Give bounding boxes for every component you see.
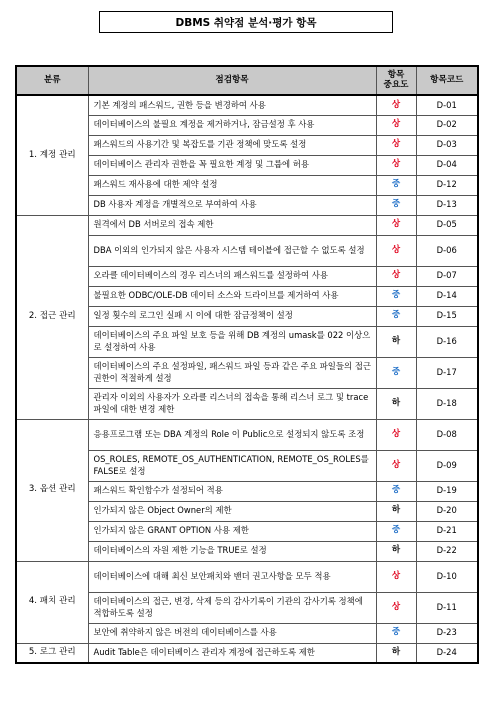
code-cell: D-22: [416, 541, 478, 561]
importance-cell: 상: [376, 235, 416, 266]
item-cell: 오라클 데이터베이스의 경우 리스너의 패스워드를 설정하여 사용: [88, 266, 376, 286]
item-cell: 데이터베이스의 주요 파일 보호 등을 위해 DB 계정의 umask를 022 이상으로 설정하여 사용: [88, 326, 376, 357]
category-cell: 5. 로그 관리: [16, 643, 88, 663]
item-cell: 패스워드의 사용기간 및 복잡도를 기관 정책에 맞도록 설정: [88, 135, 376, 155]
item-cell: 데이터베이스의 접근, 변경, 삭제 등의 감사기록이 기관의 감사기록 정책에 적합하도록 설정: [88, 592, 376, 623]
header-item: 점검항목: [88, 66, 376, 95]
code-cell: D-08: [416, 419, 478, 450]
importance-cell: 하: [376, 643, 416, 663]
document-title-text: DBMS 취약점 분석·평가 항목: [175, 16, 317, 29]
importance-cell: 하: [376, 541, 416, 561]
code-cell: D-12: [416, 175, 478, 195]
category-cell: 4. 패치 관리: [16, 561, 88, 643]
item-cell: 관리자 이외의 사용자가 오라클 리스너의 접속을 통해 리스너 로그 및 trace 파일에 대한 변경 제한: [88, 388, 376, 419]
header-importance: 항목 중요도: [376, 66, 416, 95]
table-body: [16, 95, 478, 663]
item-cell: 데이터베이스의 불필요 계정을 제거하거나, 잠금설정 후 사용: [88, 115, 376, 135]
document-title: [99, 11, 393, 33]
item-cell: 패스워드 재사용에 대한 제약 설정: [88, 175, 376, 195]
importance-cell: 하: [376, 501, 416, 521]
item-cell: OS_ROLES, REMOTE_OS_AUTHENTICATION, REMOTE_OS_ROLES를 FALSE로 설정: [88, 450, 376, 481]
item-cell: 패스워드 확인함수가 설정되어 적용: [88, 481, 376, 501]
code-cell: D-07: [416, 266, 478, 286]
code-cell: D-21: [416, 521, 478, 541]
item-cell: DBA 이외의 인가되지 않은 사용자 시스템 테이블에 접근할 수 없도록 설정: [88, 235, 376, 266]
code-cell: D-01: [416, 95, 478, 115]
item-cell: 인가되지 않은 Object Owner의 제한: [88, 501, 376, 521]
code-cell: D-13: [416, 195, 478, 215]
item-cell: 원격에서 DB 서버로의 접속 제한: [88, 215, 376, 235]
item-cell: 인가되지 않은 GRANT OPTION 사용 제한: [88, 521, 376, 541]
item-cell: 일정 횟수의 로그인 실패 시 이에 대한 잠금정책이 설정: [88, 306, 376, 326]
table-row: [16, 561, 478, 592]
header-code: 항목코드: [416, 66, 478, 95]
code-cell: D-23: [416, 623, 478, 643]
item-cell: 데이터베이스의 자원 제한 기능을 TRUE로 설정: [88, 541, 376, 561]
importance-cell: 중: [376, 357, 416, 388]
importance-cell: 중: [376, 623, 416, 643]
code-cell: D-03: [416, 135, 478, 155]
code-cell: D-11: [416, 592, 478, 623]
code-cell: D-06: [416, 235, 478, 266]
item-cell: DB 사용자 계정을 개별적으로 부여하여 사용: [88, 195, 376, 215]
code-cell: D-16: [416, 326, 478, 357]
vulnerability-table: [15, 65, 479, 664]
importance-cell: 상: [376, 419, 416, 450]
code-cell: D-10: [416, 561, 478, 592]
importance-cell: 상: [376, 266, 416, 286]
item-cell: 불필요한 ODBC/OLE-DB 데이터 소스와 드라이브를 제거하여 사용: [88, 286, 376, 306]
importance-cell: 상: [376, 450, 416, 481]
importance-cell: 상: [376, 215, 416, 235]
importance-cell: 중: [376, 481, 416, 501]
code-cell: D-24: [416, 643, 478, 663]
table-row: [16, 643, 478, 663]
item-cell: 데이터베이스의 주요 설정파일, 패스워드 파일 등과 같은 주요 파일들의 접근 권한이 적절하게 설정: [88, 357, 376, 388]
table-row: [16, 215, 478, 235]
importance-cell: 중: [376, 195, 416, 215]
table-header-row: [16, 66, 478, 95]
importance-cell: 상: [376, 592, 416, 623]
category-cell: 1. 계정 관리: [16, 95, 88, 215]
code-cell: D-19: [416, 481, 478, 501]
item-cell: Audit Table은 데이터베이스 관리자 계정에 접근하도록 제한: [88, 643, 376, 663]
importance-cell: 상: [376, 155, 416, 175]
importance-cell: 하: [376, 326, 416, 357]
category-cell: 3. 옵션 관리: [16, 419, 88, 561]
code-cell: D-09: [416, 450, 478, 481]
importance-cell: 상: [376, 135, 416, 155]
importance-cell: 중: [376, 306, 416, 326]
importance-cell: 하: [376, 388, 416, 419]
code-cell: D-05: [416, 215, 478, 235]
code-cell: D-17: [416, 357, 478, 388]
code-cell: D-20: [416, 501, 478, 521]
item-cell: 데이터베이스에 대해 최신 보안패치와 밴더 권고사항을 모두 적용: [88, 561, 376, 592]
importance-cell: 상: [376, 95, 416, 115]
header-category: 분류: [16, 66, 88, 95]
item-cell: 응용프로그램 또는 DBA 계정의 Role 이 Public으로 설정되지 않도록 조정: [88, 419, 376, 450]
code-cell: D-04: [416, 155, 478, 175]
item-cell: 데이터베이스 관리자 권한을 꼭 필요한 계정 및 그룹에 허용: [88, 155, 376, 175]
importance-cell: 중: [376, 286, 416, 306]
importance-cell: 상: [376, 115, 416, 135]
code-cell: D-14: [416, 286, 478, 306]
code-cell: D-02: [416, 115, 478, 135]
item-cell: 보안에 취약하지 않은 버전의 데이터베이스를 사용: [88, 623, 376, 643]
code-cell: D-15: [416, 306, 478, 326]
importance-cell: 중: [376, 521, 416, 541]
importance-cell: 상: [376, 561, 416, 592]
table-row: [16, 419, 478, 450]
table-row: [16, 95, 478, 115]
code-cell: D-18: [416, 388, 478, 419]
item-cell: 기본 계정의 패스워드, 권한 등을 변경하여 사용: [88, 95, 376, 115]
category-cell: 2. 접근 관리: [16, 215, 88, 419]
importance-cell: 중: [376, 175, 416, 195]
